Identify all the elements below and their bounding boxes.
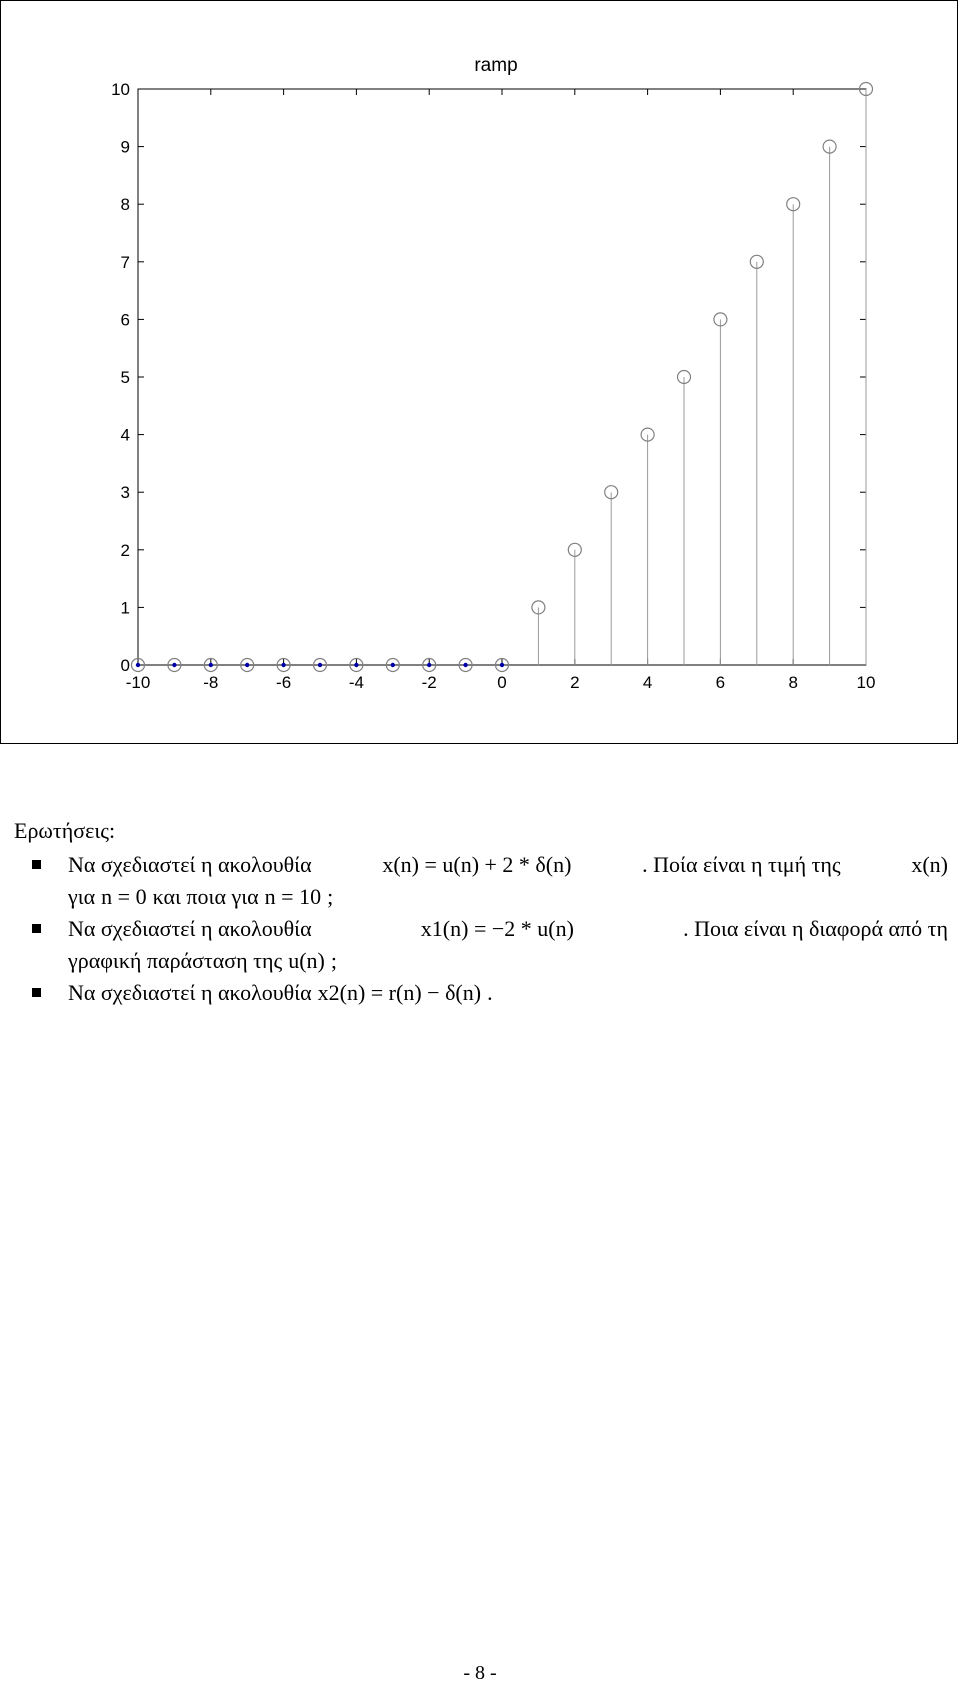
q2-text-c: γραφική παράσταση της [68,948,283,973]
q1-formula: x(n) = u(n) + 2 * δ(n) [382,852,572,877]
q2-text-d: ; [330,948,338,973]
y-tick-label: 8 [120,195,130,215]
q2-text-a: Να σχεδιαστεί η ακολουθία [68,916,312,941]
questions-heading: Ερωτήσεις: [14,818,116,843]
stem-dot [136,663,140,667]
question-2 [14,913,948,977]
stem-dot [427,663,431,667]
q1-formula-xn: x(n) [911,852,948,877]
x-tick-label: 10 [856,673,876,692]
x-tick-label: 4 [642,673,653,692]
q1-text-e: ; [327,884,334,909]
q2-text-b: . Ποια είναι η διαφορά από τη [683,916,948,941]
q1-text-d: και ποια για [152,884,259,909]
q1-text-c: για [68,884,96,909]
q3-text-a: Να σχεδιαστεί η ακολουθία [68,980,312,1005]
q1-formula-n0: n = 0 [101,884,147,909]
x-tick-label: 6 [715,673,726,692]
ramp-stem-plot [1,1,957,743]
y-tick-label: 3 [120,483,130,503]
y-tick-label: 9 [120,137,130,157]
page-number: - 8 - [463,1662,497,1684]
y-tick-label: 7 [120,252,130,272]
q2-formula-un: u(n) [288,948,325,973]
stem-dot [391,663,395,667]
questions-section [14,815,948,1009]
question-1 [14,849,948,913]
x-tick-label: -10 [125,673,151,692]
q1-formula-n10: n = 10 [264,884,322,909]
stem-dot [354,663,358,667]
chart-title: ramp [474,55,518,76]
stem-dot [463,663,467,667]
x-tick-label: -8 [203,673,219,692]
y-tick-label: 1 [120,598,130,618]
stem-dot [281,663,285,667]
figure-frame [0,0,958,744]
y-tick-label: 5 [120,368,130,387]
x-tick-label: 0 [497,673,507,692]
stem-dot [172,663,176,667]
y-tick-label: 10 [111,80,130,99]
stem-dot [318,663,322,667]
y-tick-label: 4 [120,425,130,445]
y-tick-label: 0 [120,656,130,675]
stem-dot [500,663,504,667]
q1-text-a: Να σχεδιαστεί η ακολουθία [68,852,312,877]
q2-formula: x1(n) = −2 * u(n) [420,916,574,941]
x-tick-label: 2 [570,673,580,692]
x-tick-label: -4 [348,673,364,692]
bullet-square-icon [32,988,41,997]
q3-text-b: . [487,980,493,1005]
x-tick-label: 8 [788,673,798,692]
bullet-square-icon [32,860,41,869]
bullet-square-icon [32,924,41,933]
q3-formula: x2(n) = r(n) − δ(n) [317,980,482,1005]
x-tick-label: -6 [276,673,292,692]
q1-text-b: . Ποία είναι η τιμή της [642,852,841,877]
y-tick-label: 2 [120,540,130,560]
stem-dot [209,663,213,667]
question-3 [14,977,948,1009]
y-tick-label: 6 [120,310,130,330]
x-tick-label: -2 [421,673,437,692]
stem-dot [245,663,249,667]
